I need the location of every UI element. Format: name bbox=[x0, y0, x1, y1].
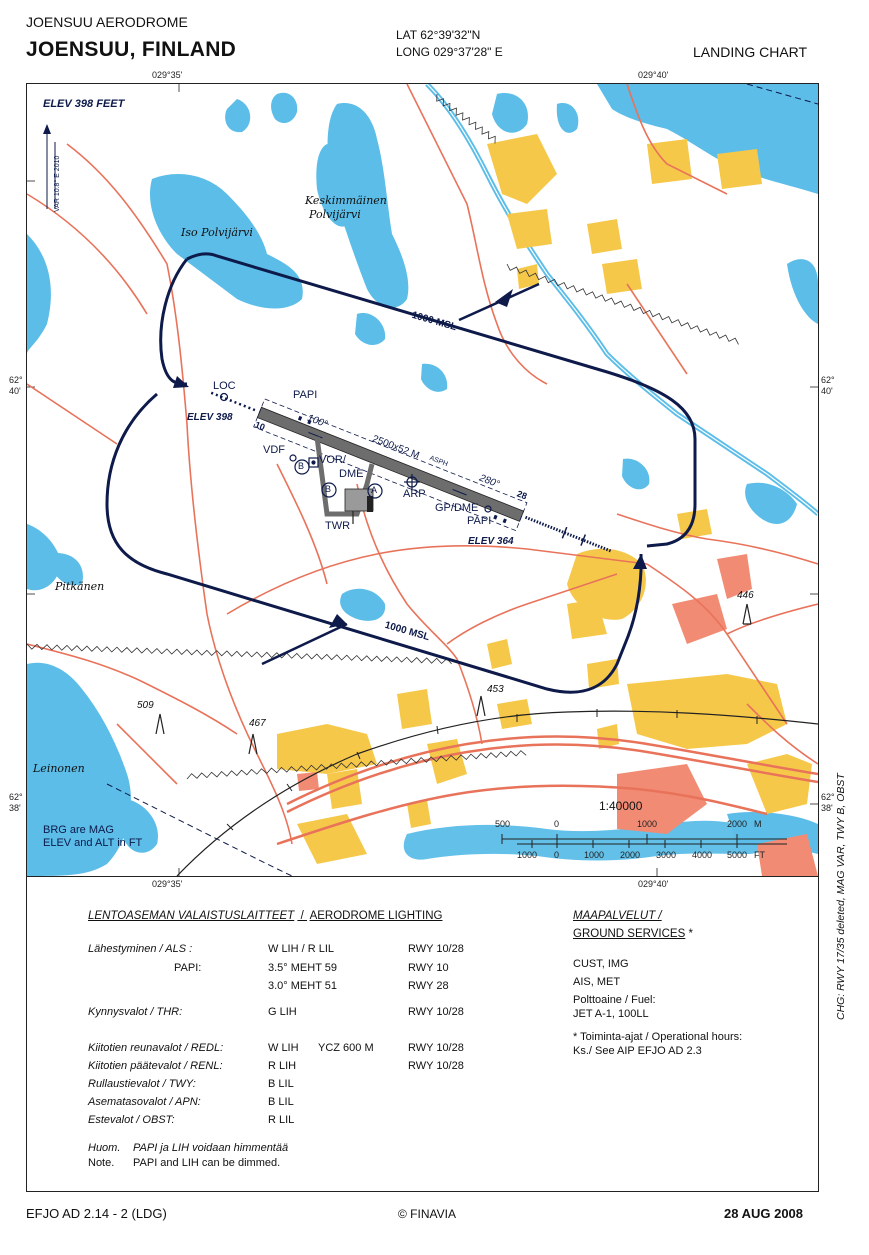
obstacle-453-label: 453 bbox=[487, 684, 504, 695]
lake-keskimmainen-2: Polvijärvi bbox=[309, 208, 361, 221]
msl-north-label: 1000 MSL bbox=[410, 309, 458, 334]
ground-hours-1: * Toiminta-ajat / Operational hours: bbox=[573, 1031, 743, 1043]
lighting-row-label: Rullaustievalot / TWY: bbox=[88, 1078, 196, 1090]
footer-date: 28 AUG 2008 bbox=[724, 1206, 804, 1221]
elev-feet-label: ELEV 398 FEET bbox=[43, 98, 125, 110]
rwy-dims-label: 2500x52 M bbox=[370, 433, 421, 462]
place-leinonen: Leinonen bbox=[33, 762, 85, 775]
rwy-10-label: 10 bbox=[253, 419, 267, 433]
obstacle-509 bbox=[156, 714, 164, 734]
scale-ft-unit: FT bbox=[754, 850, 765, 860]
papi-west-label: PAPI bbox=[293, 389, 318, 401]
msl-south-label: 1000 MSL bbox=[383, 619, 431, 644]
apron-b-label: B bbox=[298, 461, 305, 471]
lat-label-left-top-deg: 62° bbox=[9, 375, 23, 385]
lat-label-right-bot-deg: 62° bbox=[821, 792, 835, 802]
circuit-west-upper bbox=[161, 259, 187, 384]
lake-iso-polvijarvi: Iso Polvijärvi bbox=[181, 226, 253, 239]
change-note: CHG: RWY 17/35 deleted, MAG VAR, TWY B, OBST bbox=[835, 773, 847, 1020]
brg-note-2: ELEV and ALT in FT bbox=[43, 837, 143, 849]
scale-m-0: 0 bbox=[554, 819, 560, 829]
lighting-row-value: G LIH bbox=[268, 1006, 297, 1018]
lon-label-top-right: 029°40' bbox=[638, 70, 669, 80]
footer-doc-ref: EFJO AD 2.14 - 2 (LDG) bbox=[26, 1206, 167, 1221]
lighting-row-rwy: RWY 10 bbox=[408, 962, 449, 974]
lon-label-bottom-left: 029°35' bbox=[152, 879, 183, 889]
lat-label-right-top-min: 40' bbox=[821, 386, 833, 396]
lighting-row-value: 3.0° MEHT 51 bbox=[268, 980, 338, 992]
lighting-row-extra: YCZ 600 M bbox=[318, 1042, 374, 1054]
vdf-symbol bbox=[290, 455, 296, 461]
elev-east-label: ELEV 364 bbox=[468, 536, 514, 547]
rwy-28-label: 28 bbox=[515, 488, 529, 502]
arp-label: ARP bbox=[403, 488, 426, 500]
brg-note-1: BRG are MAG bbox=[43, 824, 114, 836]
lighting-row-rwy: RWY 10/28 bbox=[408, 1006, 464, 1018]
apron-b2-label: B bbox=[325, 484, 332, 494]
scale-ft-2000: 2000 bbox=[620, 850, 641, 860]
scale-m-500: 500 bbox=[495, 819, 511, 829]
lighting-title-sep: / bbox=[297, 910, 308, 922]
note-label: Note. bbox=[88, 1157, 115, 1169]
lon-label-top-left: 029°35' bbox=[152, 70, 183, 80]
aerodrome-lat: LAT 62°39'32"N bbox=[396, 28, 481, 42]
approach-lights-east bbox=[525, 517, 611, 551]
lighting-row-label: Asematasovalot / APN: bbox=[88, 1096, 201, 1108]
footer-copyright: © FINAVIA bbox=[398, 1207, 456, 1221]
lighting-row-rwy: RWY 28 bbox=[408, 980, 449, 992]
scale-ft-1000-left: 1000 bbox=[517, 850, 538, 860]
elev-west-label: ELEV 398 bbox=[187, 412, 233, 423]
note-text: PAPI and LIH can be dimmed. bbox=[133, 1157, 281, 1169]
lighting-row-label: Kynnysvalot / THR: bbox=[88, 1006, 183, 1018]
entry-arrow-south bbox=[262, 624, 347, 664]
loc-label: LOC bbox=[213, 380, 236, 392]
obstacle-453 bbox=[477, 696, 485, 716]
huom-text: PAPI ja LIH voidaan himmentää bbox=[133, 1142, 289, 1154]
lake-keskimmainen-1: Keskimmäinen bbox=[305, 194, 387, 207]
ground-title-en: GROUND SERVICES bbox=[573, 928, 686, 940]
lat-label-left-top-min: 40' bbox=[9, 386, 21, 396]
vor-label: VOR/ bbox=[319, 454, 346, 466]
lighting-title bbox=[88, 910, 442, 922]
scale-ratio: 1:40000 bbox=[599, 799, 643, 813]
ground-title bbox=[573, 928, 693, 940]
aerodrome-name: JOENSUU AERODROME bbox=[26, 14, 188, 30]
scale-m-unit: M bbox=[754, 819, 762, 829]
lighting-row-value: B LIL bbox=[268, 1078, 294, 1090]
aerodrome-long: LONG 029°37'28" E bbox=[396, 45, 503, 59]
hdg-280-label: 280° bbox=[477, 472, 501, 491]
map-svg bbox=[27, 84, 818, 876]
ground-title-fi: MAAPALVELUT / bbox=[573, 910, 662, 922]
obstacle-467 bbox=[249, 734, 257, 754]
mag-var-label: VAR 10.8° E 2010 bbox=[54, 155, 61, 212]
lighting-row-label: Lähestyminen / ALS : bbox=[88, 943, 193, 955]
lighting-row-value: W LIH / R LIL bbox=[268, 943, 335, 955]
huom-label: Huom. bbox=[88, 1142, 121, 1154]
lighting-row-value: R LIH bbox=[268, 1060, 297, 1072]
scale-ft-3000: 3000 bbox=[656, 850, 677, 860]
vdf-label: VDF bbox=[263, 444, 285, 456]
approach-lights-west bbox=[211, 393, 256, 411]
obstacle-509-label: 509 bbox=[137, 700, 154, 711]
landing-chart-map bbox=[26, 83, 819, 877]
runway-group bbox=[205, 380, 616, 566]
lighting-row-label: Estevalot / OBST: bbox=[88, 1114, 175, 1126]
lat-label-right-bot-min: 38' bbox=[821, 803, 833, 813]
gp-dme-label: GP/DME bbox=[435, 502, 479, 514]
ground-fuel: JET A-1, 100LL bbox=[573, 1008, 649, 1020]
papi-west-marks bbox=[299, 416, 300, 420]
chart-type: LANDING CHART bbox=[693, 44, 808, 60]
twr-label: TWR bbox=[325, 520, 351, 532]
place-pitkanen: Pitkänen bbox=[55, 580, 105, 593]
ground-title-star: * bbox=[688, 928, 693, 940]
apron-a-label: A bbox=[371, 485, 378, 495]
lighting-title-en: AERODROME LIGHTING bbox=[309, 910, 443, 922]
lat-label-left-bot-min: 38' bbox=[9, 803, 21, 813]
lighting-row-rwy: RWY 10/28 bbox=[408, 1060, 464, 1072]
scale-ft-5000: 5000 bbox=[727, 850, 748, 860]
ground-fuel-label: Polttoaine / Fuel: bbox=[573, 994, 656, 1006]
lat-label-left-bot-deg: 62° bbox=[9, 792, 23, 802]
lon-label-bottom-right: 029°40' bbox=[638, 879, 669, 889]
lighting-row-value: R LIL bbox=[268, 1114, 295, 1126]
lighting-row-label: Kiitotien reunavalot / REDL: bbox=[88, 1042, 224, 1054]
ground-hours-2: Ks./ See AIP EFJO AD 2.3 bbox=[573, 1045, 702, 1057]
ground-cust: CUST, IMG bbox=[573, 958, 629, 970]
obstacle-446-label: 446 bbox=[737, 590, 754, 601]
lat-label-right-top-deg: 62° bbox=[821, 375, 835, 385]
lighting-row-label: PAPI: bbox=[174, 962, 202, 974]
city-title: JOENSUU, FINLAND bbox=[26, 38, 237, 61]
lighting-row-value: W LIH bbox=[268, 1042, 299, 1054]
scale-ft-0: 0 bbox=[554, 850, 560, 860]
lighting-row-value: 3.5° MEHT 59 bbox=[268, 962, 338, 974]
lighting-row-rwy: RWY 10/28 bbox=[408, 1042, 464, 1054]
obstacle-446 bbox=[743, 604, 751, 624]
asph-label: ASPH bbox=[428, 454, 449, 469]
lighting-row-value: B LIL bbox=[268, 1096, 294, 1108]
lighting-title-fi: LENTOASEMAN VALAISTUSLAITTEET bbox=[88, 910, 295, 922]
scale-m-2000: 2000 bbox=[727, 819, 748, 829]
scale-ft-4000: 4000 bbox=[692, 850, 713, 860]
papi-east-label: PAPI bbox=[467, 515, 492, 527]
scale-ft-1000: 1000 bbox=[584, 850, 605, 860]
lighting-row-rwy: RWY 10/28 bbox=[408, 943, 464, 955]
lighting-row-label: Kiitotien päätevalot / RENL: bbox=[88, 1060, 223, 1072]
ground-ais: AIS, MET bbox=[573, 976, 621, 988]
obstacle-467-label: 467 bbox=[249, 718, 266, 729]
scale-m-1000: 1000 bbox=[637, 819, 658, 829]
papi-east-marks bbox=[495, 515, 496, 519]
dme-label: DME bbox=[339, 468, 364, 480]
hdg-100-label: 100° bbox=[305, 412, 329, 431]
